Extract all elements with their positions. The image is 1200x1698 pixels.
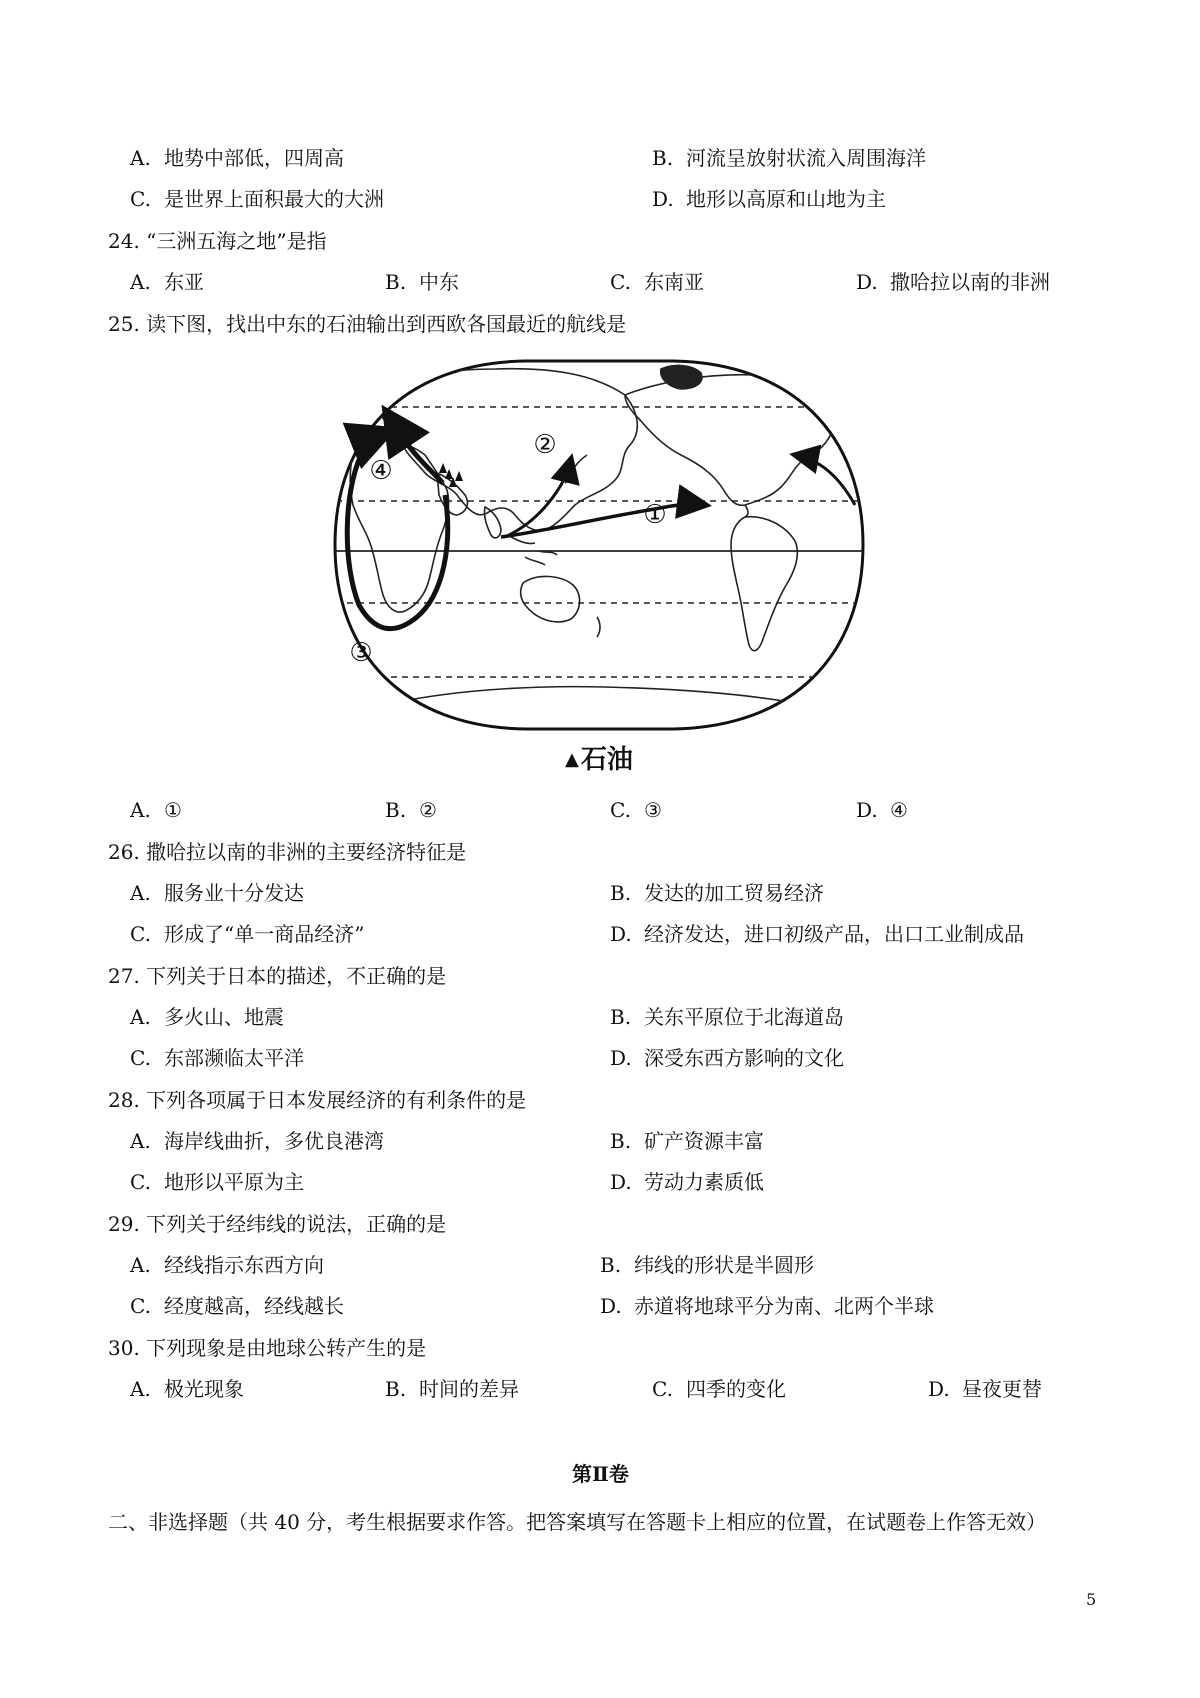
q27-option-c: C. 东部濒临太平洋 <box>130 1046 304 1070</box>
q29-option-a: A. 经线指示东西方向 <box>130 1253 324 1277</box>
q27-option-b: B. 关东平原位于北海道岛 <box>610 1005 844 1029</box>
q30-stem: 30. 下列现象是由地球公转产生的是 <box>108 1336 427 1360</box>
q28-option-d: D. 劳动力素质低 <box>610 1170 764 1194</box>
q26-option-d: D. 经济发达，进口初级产品，出口工业制成品 <box>610 922 1024 946</box>
map-frame <box>335 361 863 729</box>
q29-option-d: D. 赤道将地球平分为南、北两个半球 <box>600 1294 934 1318</box>
q25-option-c: C. ③ <box>610 798 662 822</box>
q29-option-c: C. 经度越高，经线越长 <box>130 1294 344 1318</box>
q24-option-c: C. 东南亚 <box>610 270 704 294</box>
oil-well-icon: ▲ <box>565 749 579 770</box>
q29-stem: 29. 下列关于经纬线的说法，正确的是 <box>108 1212 447 1236</box>
q25-option-a: A. ① <box>130 798 182 822</box>
route-label-1: ① <box>643 500 667 530</box>
page-number: 5 <box>1086 1590 1097 1609</box>
section-instruction: 二、非选择题（共 40 分，考生根据要求作答。把答案填写在答题卡上相应的位置，在试题卷上作答无效） <box>108 1510 1047 1534</box>
q25-option-d: D. ④ <box>856 798 908 822</box>
q24-option-a: A. 东亚 <box>130 270 204 294</box>
q28-option-b: B. 矿产资源丰富 <box>610 1129 764 1153</box>
q24-option-d: D. 撒哈拉以南的非洲 <box>856 270 1050 294</box>
q28-option-a: A. 海岸线曲折，多优良港湾 <box>130 1129 384 1153</box>
q24-stem: 24. “三洲五海之地”是指 <box>108 229 327 253</box>
q28-option-c: C. 地形以平原为主 <box>130 1170 304 1194</box>
q27-option-d: D. 深受东西方影响的文化 <box>610 1046 844 1070</box>
q25-option-b: B. ② <box>385 798 437 822</box>
route-label-4: ④ <box>369 456 393 486</box>
route-label-3: ③ <box>349 638 373 668</box>
q30-option-a: A. 极光现象 <box>130 1377 244 1401</box>
q27-option-a: A. 多火山、地震 <box>130 1005 284 1029</box>
q26-option-c: C. 形成了“单一商品经济” <box>130 922 365 946</box>
map-legend: ▲石油 <box>565 745 633 775</box>
q24-option-b: B. 中东 <box>385 270 459 294</box>
section-title: 第Ⅱ卷 <box>572 1462 629 1486</box>
q27-stem: 27. 下列关于日本的描述，不正确的是 <box>108 964 447 988</box>
q23-option-d: D. 地形以高原和山地为主 <box>652 187 886 211</box>
q26-stem: 26. 撒哈拉以南的非洲的主要经济特征是 <box>108 840 467 864</box>
world-map-figure <box>325 355 873 735</box>
route-label-2: ② <box>533 430 557 460</box>
q30-option-d: D. 昼夜更替 <box>928 1377 1042 1401</box>
q26-option-a: A. 服务业十分发达 <box>130 881 304 905</box>
q26-option-b: B. 发达的加工贸易经济 <box>610 881 824 905</box>
q23-option-a: A. 地势中部低，四周高 <box>130 146 344 170</box>
q25-stem: 25. 读下图，找出中东的石油输出到西欧各国最近的航线是 <box>108 312 627 336</box>
q29-option-b: B. 纬线的形状是半圆形 <box>600 1253 814 1277</box>
q28-stem: 28. 下列各项属于日本发展经济的有利条件的是 <box>108 1088 527 1112</box>
q23-option-b: B. 河流呈放射状流入周围海洋 <box>652 146 926 170</box>
q30-option-b: B. 时间的差异 <box>385 1377 519 1401</box>
q23-option-c: C. 是世界上面积最大的大洲 <box>130 187 384 211</box>
q30-option-c: C. 四季的变化 <box>652 1377 786 1401</box>
